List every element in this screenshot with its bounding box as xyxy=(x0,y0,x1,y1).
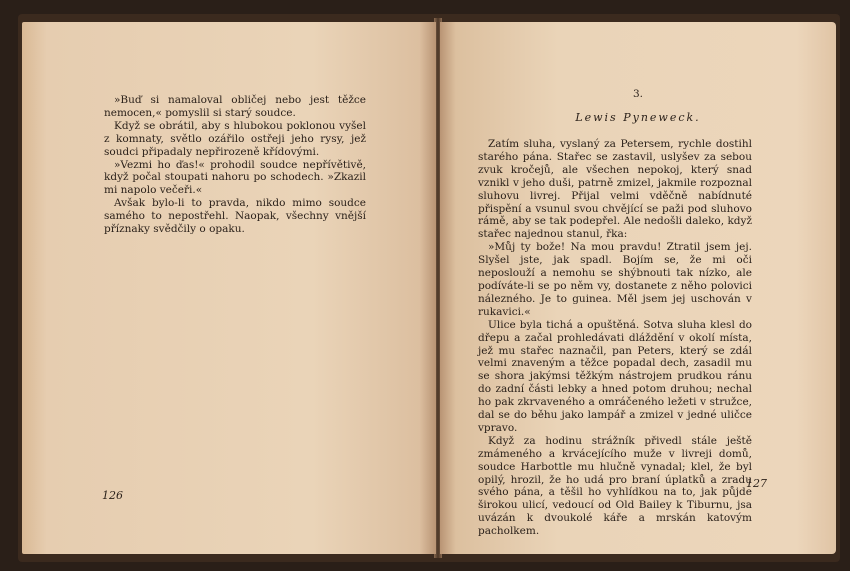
paragraph: Když se obrátil, aby s hlubokou poklonou vyšel z komnaty, světlo ozářilo ostřeji jeho rysy, jež soudci připadaly nepřirozeně křídovými. xyxy=(104,119,366,158)
right-page-text xyxy=(478,138,752,538)
right-page xyxy=(440,22,836,554)
left-page xyxy=(22,22,436,554)
chapter-title: Lewis Pyneweck. xyxy=(575,111,701,124)
left-page-text xyxy=(104,94,366,236)
paragraph: Avšak bylo-li to pravda, nikdo mimo soudce samého to nepostřehl. Naopak, všechny vnější příznaky svědčily o opaku. xyxy=(104,197,366,236)
page-number: 127 xyxy=(746,477,767,490)
paragraph: »Buď si namaloval obličej nebo jest těžce nemocen,« pomyslil si starý soudce. xyxy=(104,94,366,119)
paragraph: Ulice byla tichá a opuštěná. Sotva sluha klesl do dřepu a začal prohledávati dláždění v okolí místa, jež mu stařec naznačil, pan Peters, který se zdál velmi znaveným a těžce popadal dech, zasadil mu se shora jakýmsi těžkým nástrojem prudkou ránu do zadní části lebky a hned potom druhou; nechal ho pak zkrvaveného a omráčeného ležeti v stružce, dal se do běhu jako lampář a zmizel v jedné uličce vpravo. xyxy=(478,318,752,434)
chapter-number: 3. xyxy=(632,88,644,100)
paragraph: Když za hodinu strážník přivedl stále ještě zmámeného a krvácejícího muže v livreji domů, soudce Harbottle mu hlučně vynadal; klel, že byl opilý, hrozil, že ho udá pro braní úplatků a zradu svého pána, a těšil ho vyhlídkou na to, jak půjde širokou ulicí, vedoucí od Old Bailey k Tiburnu, jsa uvázán k dvoukolé káře a mrskán katovým pacholkem. xyxy=(478,434,752,538)
paragraph: »Vezmi ho ďas!« prohodil soudce nepřívětivě, když počal stoupati nahoru po schodech. »Zkazil mi napolo večeři.« xyxy=(104,158,366,197)
paragraph: »Můj ty bože! Na mou pravdu! Ztratil jsem jej. Slyšel jste, jak spadl. Bojím se, že mi oči neposlouží a nemohu se shýbnouti tak nízko, ale podíváte-li se po něm vy, dostanete z něho polovici nálezného. Je to guinea. Měl jsem jej uschován v rukavici.« xyxy=(478,241,752,318)
paragraph: Zatím sluha, vyslaný za Petersem, rychle dostihl starého pána. Stařec se zastavil, uslyšev za sebou zvuk kročejů, ale všechen nepokoj, který snad vznikl v jeho duši, patrně zmizel, jakmile rozpoznal sluhovu livrej. Přijal velmi vděčně nabídnuté přispění a vsunul svou chvějící se paži pod sluhovo rámě, aby se tak podepřel. Ale nedošli daleko, když stařec najednou stanul, řka: xyxy=(478,138,752,241)
page-number: 126 xyxy=(102,489,123,502)
